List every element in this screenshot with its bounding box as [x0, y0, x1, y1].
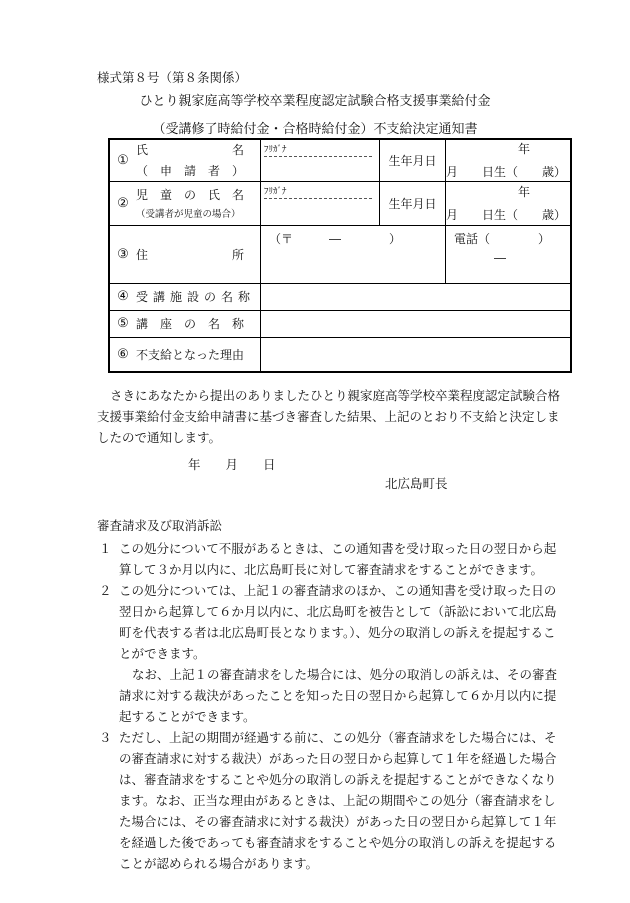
- applicant-name-label: [136, 139, 261, 181]
- label-sub: （ 申 請 者 ）: [136, 164, 245, 179]
- row-number: ③: [109, 225, 136, 283]
- applicant-row: [109, 139, 571, 181]
- label-main: 児 童 の 氏 名: [136, 188, 245, 202]
- reason-field[interactable]: [261, 337, 572, 372]
- appeal-item-1: [97, 538, 567, 580]
- dob-label: 生年月日: [380, 139, 446, 181]
- notice-section: [97, 385, 567, 448]
- phone-label: 電話（ ）: [454, 231, 551, 246]
- dob-year: 年: [517, 185, 530, 199]
- applicant-name-field[interactable]: [261, 139, 380, 181]
- dob-label: 生年月日: [380, 181, 446, 225]
- course-label: 講 座 の 名 称: [136, 310, 261, 337]
- phone-dash: ―: [494, 250, 506, 265]
- notice-body: さきにあなたから提出のありましたひとり親家庭高等学校卒業程度認定試験合格支援事業給付金支給申請書に基づき審査した結果、上記のとおり不支給と決定しましたので通知します。: [97, 388, 561, 445]
- label-sub: （受講者が児童の場合）: [136, 209, 241, 220]
- course-row: [109, 310, 571, 337]
- address-label: 住 所: [136, 225, 261, 283]
- appeal-list: [97, 538, 567, 874]
- child-name-label: [136, 181, 261, 225]
- row-number: ②: [109, 181, 136, 225]
- child-dob-field[interactable]: [446, 181, 572, 225]
- item-text: ただし、上記の期間が経過する前に、この処分（審査請求をした場合には、その審査請求に対する裁決）があった日の翌日から起算して１年を経過した場合は、審査請求をすることや処分の取消しの訴えを提起することができなくなります。なお、正当な理由があるときは、上記の期間やこの処分（審査請求をした場合には、その審査請求に対する裁決）があった日の翌日から起算して１年を経過した後であっても審査請求をすることや処分の取消しの訴えを提起することが認められる場合があります。: [119, 730, 557, 871]
- label-main: 氏 名: [136, 143, 245, 158]
- dob-year: 年: [517, 142, 530, 157]
- facility-row: [109, 283, 571, 310]
- furigana-label: ﾌﾘｶﾞﾅ: [264, 142, 372, 157]
- row-number: ①: [109, 139, 136, 181]
- reason-row: [109, 337, 571, 372]
- form-number: 様式第８号（第８条関係）: [97, 70, 248, 85]
- phone-field[interactable]: [446, 225, 572, 283]
- address-field[interactable]: [261, 225, 446, 283]
- dob-rest: 月 日生（ 歳）: [446, 165, 567, 180]
- item-number: ２: [99, 583, 112, 598]
- row-number: ④: [109, 283, 136, 310]
- appeal-item-3: [97, 727, 567, 874]
- row-number: ⑥: [109, 337, 136, 372]
- course-field[interactable]: [261, 310, 572, 337]
- reason-label: 不支給となった理由: [136, 337, 261, 372]
- application-form-table: [108, 138, 572, 373]
- appeal-item-2: [97, 580, 567, 664]
- notice-date: 年 月 日: [188, 457, 276, 472]
- item-text: この処分について不服があるときは、この通知書を受け取った日の翌日から起算して３か月以内に、北広島町長に対して審査請求をすることができます。: [119, 541, 557, 577]
- facility-field[interactable]: [261, 283, 572, 310]
- document-subtitle: （受講修了時給付金・合格時給付金）不支給決定通知書: [152, 122, 478, 137]
- signer-name: 北広島町長: [385, 476, 448, 491]
- dob-rest: 月 日生（ 歳）: [446, 208, 567, 222]
- row-number: ⑤: [109, 310, 136, 337]
- applicant-dob-field[interactable]: [446, 139, 572, 181]
- child-name-field[interactable]: [261, 181, 380, 225]
- document-title: ひとり親家庭高等学校卒業程度認定試験合格支援事業給付金: [139, 94, 491, 109]
- item-text: この処分については、上記１の審査請求のほか、この通知書を受け取った日の翌日から起算して６か月以内に、北広島町を被告として（訴訟において北広島町を代表する者は北広島町長となります。）、処分の取消しの訴えを提起することができます。: [119, 583, 557, 661]
- postal-code: （〒 ― ）: [269, 231, 402, 246]
- address-row: [109, 225, 571, 283]
- child-row: [109, 181, 571, 225]
- item-text: なお、上記１の審査請求をした場合には、処分の取消しの訴えは、その審査請求に対する裁決があったことを知った日の翌日から起算して６か月以内に提起することができます。: [119, 667, 558, 724]
- item-number: ３: [99, 730, 112, 745]
- appeal-heading: 審査請求及び取消訴訟: [97, 518, 223, 533]
- item-number: １: [99, 541, 112, 556]
- facility-label: 受講施設の名称: [136, 283, 261, 310]
- appeal-item-2-note: [97, 664, 567, 727]
- furigana-label: ﾌﾘｶﾞﾅ: [264, 184, 372, 199]
